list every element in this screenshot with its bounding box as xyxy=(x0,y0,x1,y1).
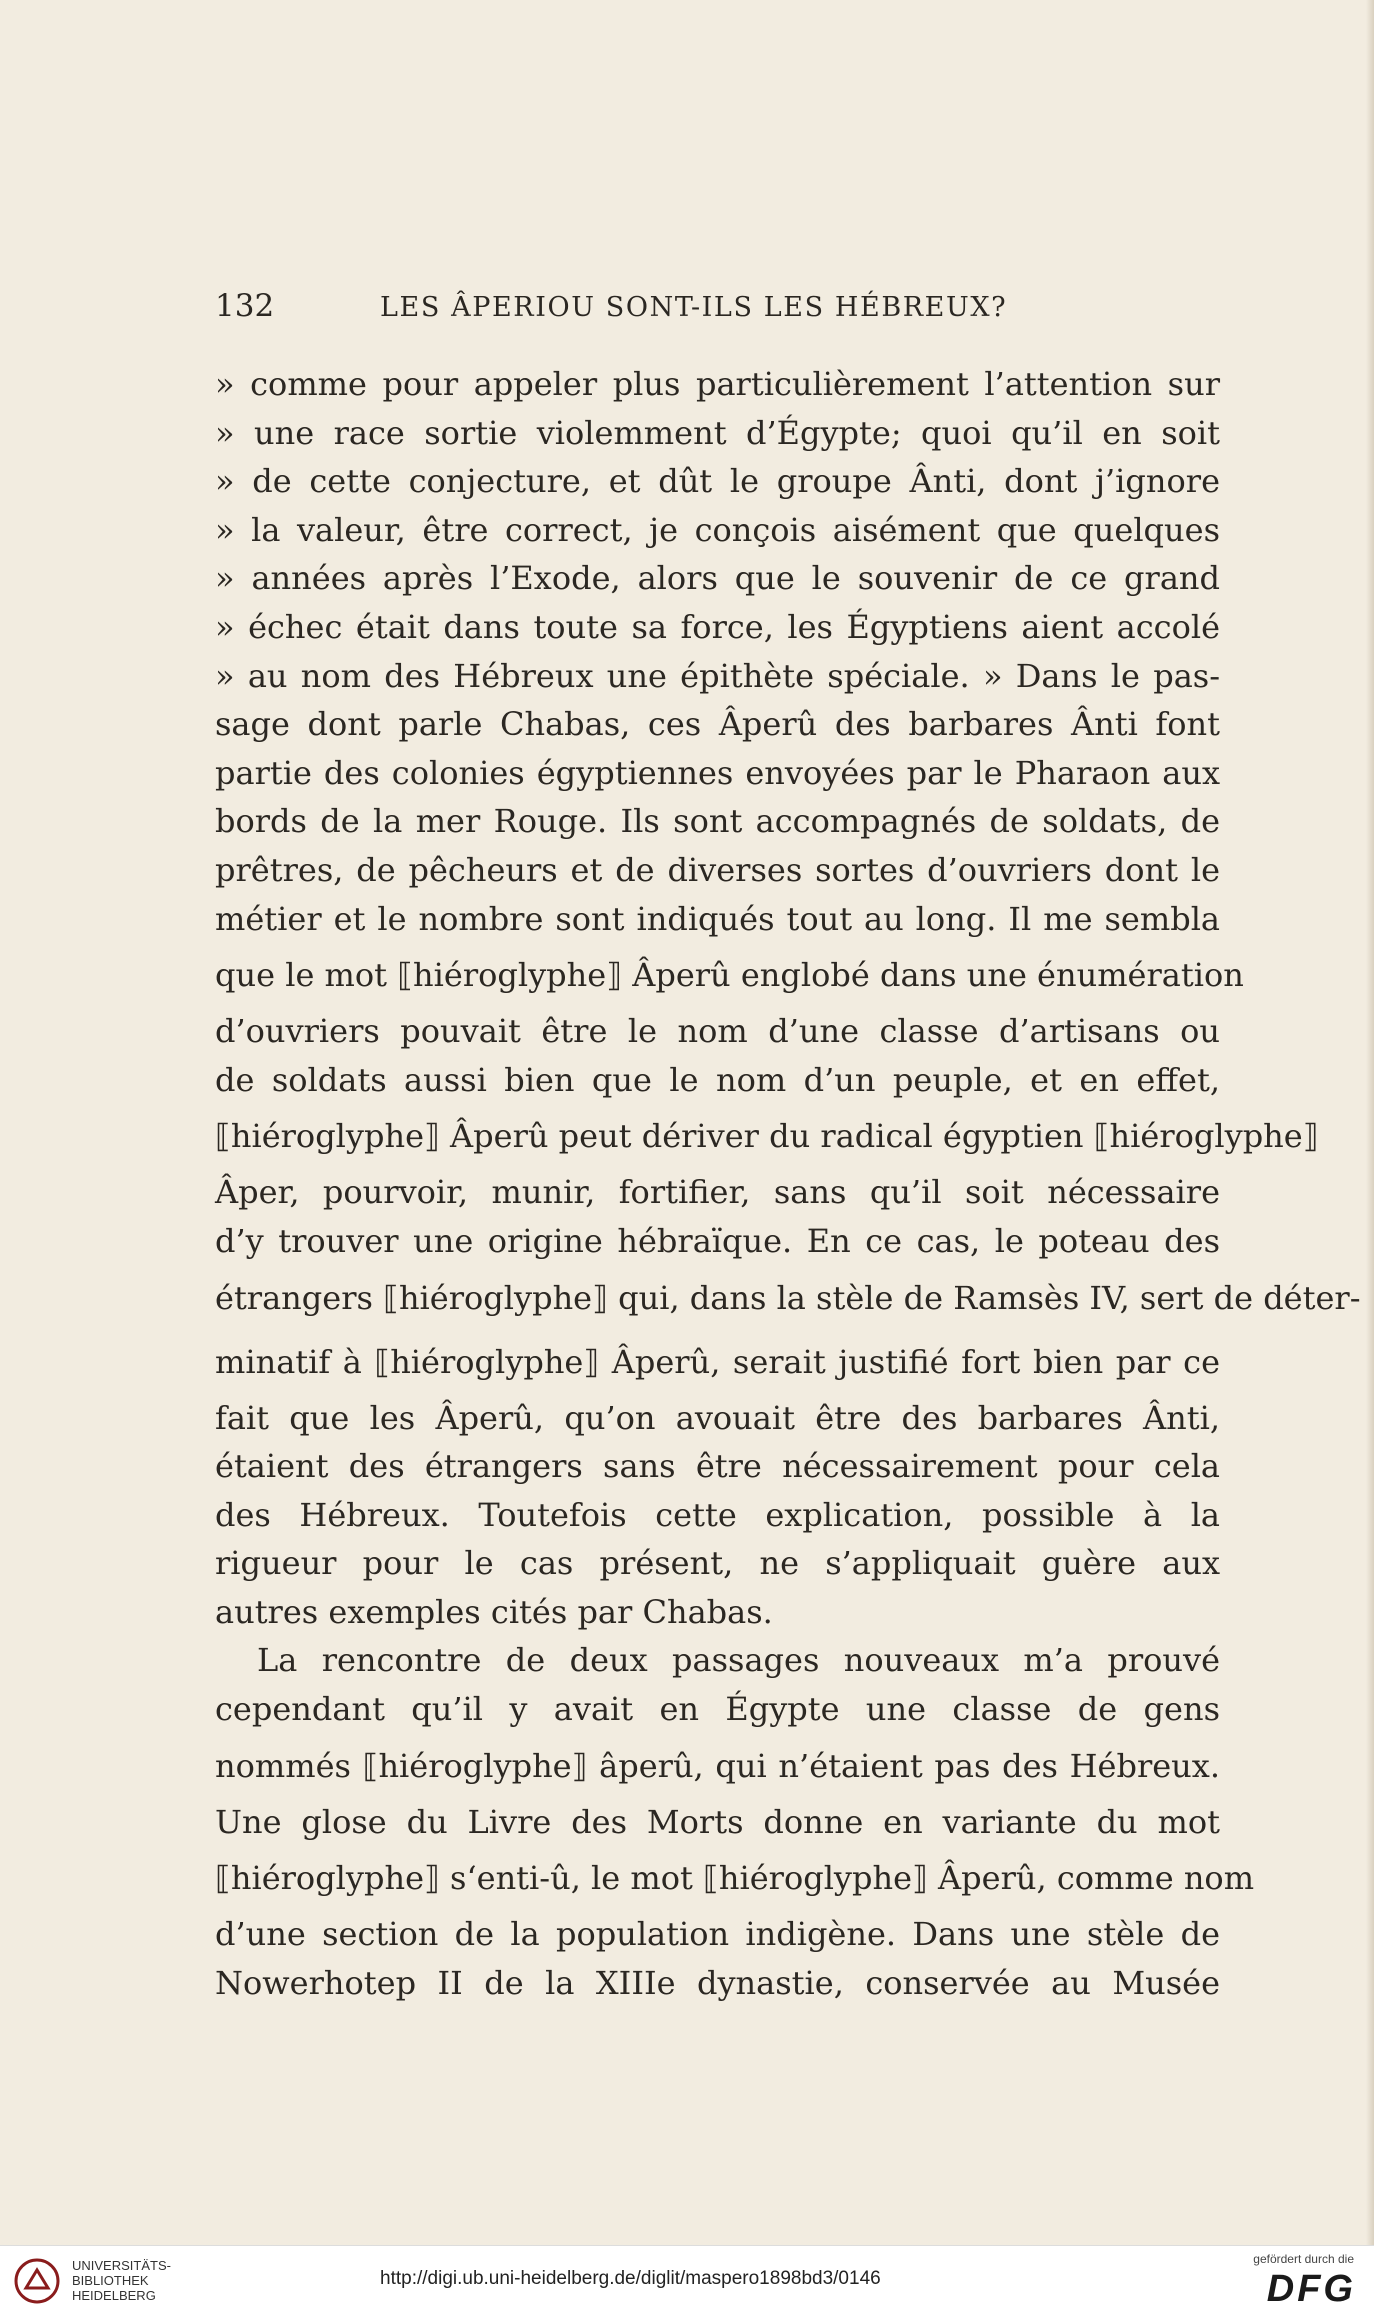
text-line: partie des colonies égyptiennes envoyées par le Pharaon aux xyxy=(215,753,1220,792)
library-logo-icon xyxy=(14,2258,60,2304)
page-number: 132 xyxy=(215,288,275,324)
funding-note: gefördert durch die xyxy=(1253,2252,1354,2266)
text-line: rigueur pour le cas présent, ne s’appliquait guère aux xyxy=(215,1544,1220,1583)
text-line: fait que les Âperû, qu’on avouait être des barbares Ânti, xyxy=(215,1398,1220,1437)
dfg-logo: DFG xyxy=(1266,2268,1356,2310)
paper-edge xyxy=(1366,0,1374,2245)
text-line: Une glose du Livre des Morts donne en variante du mot xyxy=(215,1802,1220,1841)
permalink-url[interactable]: http://digi.ub.uni-heidelberg.de/diglit/maspero1898bd3/0146 xyxy=(380,2268,881,2289)
running-title: LES ÂPERIOU SONT-ILS LES HÉBREUX? xyxy=(380,292,1008,323)
text-line: Âper, pourvoir, munir, fortifier, sans qu’il soit nécessaire xyxy=(215,1173,1220,1212)
text-line: ⟦hiéroglyphe⟧ Âperû peut dériver du radical égyptien ⟦hiéroglyphe⟧ xyxy=(215,1117,1319,1156)
text-line: des Hébreux. Toutefois cette explication, possible à la xyxy=(215,1495,1220,1534)
body-text xyxy=(215,360,1361,2007)
library-name-line: HEIDELBERG xyxy=(72,2288,156,2303)
text-line: cependant qu’il y avait en Égypte une classe de gens xyxy=(215,1690,1220,1729)
text-line: d’une section de la population indigène. Dans une stèle de xyxy=(215,1915,1220,1954)
text-line: prêtres, de pêcheurs et de diverses sortes d’ouvriers dont le xyxy=(215,850,1220,889)
library-name-line: BIBLIOTHEK xyxy=(72,2273,149,2288)
text-line: » une race sortie violemment d’Égypte; quoi qu’il en soit xyxy=(215,413,1220,452)
text-line: d’ouvriers pouvait être le nom d’une classe d’artisans ou xyxy=(215,1012,1220,1051)
text-line: minatif à ⟦hiéroglyphe⟧ Âperû, serait justifié fort bien par ce xyxy=(215,1342,1220,1381)
text-line: bords de la mer Rouge. Ils sont accompagnés de soldats, de xyxy=(215,802,1220,841)
text-line: » la valeur, être correct, je conçois aisément que quelques xyxy=(215,510,1220,549)
text-line: » échec était dans toute sa force, les Égyptiens aient accolé xyxy=(215,607,1220,646)
text-line: sage dont parle Chabas, ces Âperû des barbares Ânti font xyxy=(215,705,1220,744)
text-line: étrangers ⟦hiéroglyphe⟧ qui, dans la stèle de Ramsès IV, sert de déter- xyxy=(215,1278,1361,1317)
text-line: nommés ⟦hiéroglyphe⟧ âperû, qui n’étaient pas des Hébreux. xyxy=(215,1746,1220,1785)
text-line: métier et le nombre sont indiqués tout au long. Il me sembla xyxy=(215,899,1220,938)
text-line: La rencontre de deux passages nouveaux m’a prouvé xyxy=(257,1641,1220,1680)
text-line: autres exemples cités par Chabas. xyxy=(215,1592,773,1631)
text-line: étaient des étrangers sans être nécessairement pour cela xyxy=(215,1447,1220,1486)
text-line: » années après l’Exode, alors que le souvenir de ce grand xyxy=(215,559,1220,598)
text-line: d’y trouver une origine hébraïque. En ce cas, le poteau des xyxy=(215,1221,1220,1260)
text-line: » au nom des Hébreux une épithète spéciale. » Dans le pas- xyxy=(215,656,1220,695)
viewer-footer xyxy=(0,2245,1374,2313)
library-name-line: UNIVERSITÄTS- xyxy=(72,2258,171,2273)
text-line: que le mot ⟦hiéroglyphe⟧ Âperû englobé dans une énumération xyxy=(215,956,1244,995)
text-line: de soldats aussi bien que le nom d’un peuple, et en effet, xyxy=(215,1060,1220,1099)
text-line: » comme pour appeler plus particulièrement l’attention sur xyxy=(215,365,1220,403)
running-head xyxy=(215,288,1055,328)
library-name xyxy=(72,2258,171,2303)
text-line: » de cette conjecture, et dût le groupe Ânti, dont j’ignore xyxy=(215,462,1220,501)
text-line: Nowerhotep II de la XIIIe dynastie, conservée au Musée xyxy=(215,1963,1220,2002)
text-line: ⟦hiéroglyphe⟧ s‘enti-û, le mot ⟦hiéroglyphe⟧ Âperû, comme nom xyxy=(215,1859,1255,1898)
